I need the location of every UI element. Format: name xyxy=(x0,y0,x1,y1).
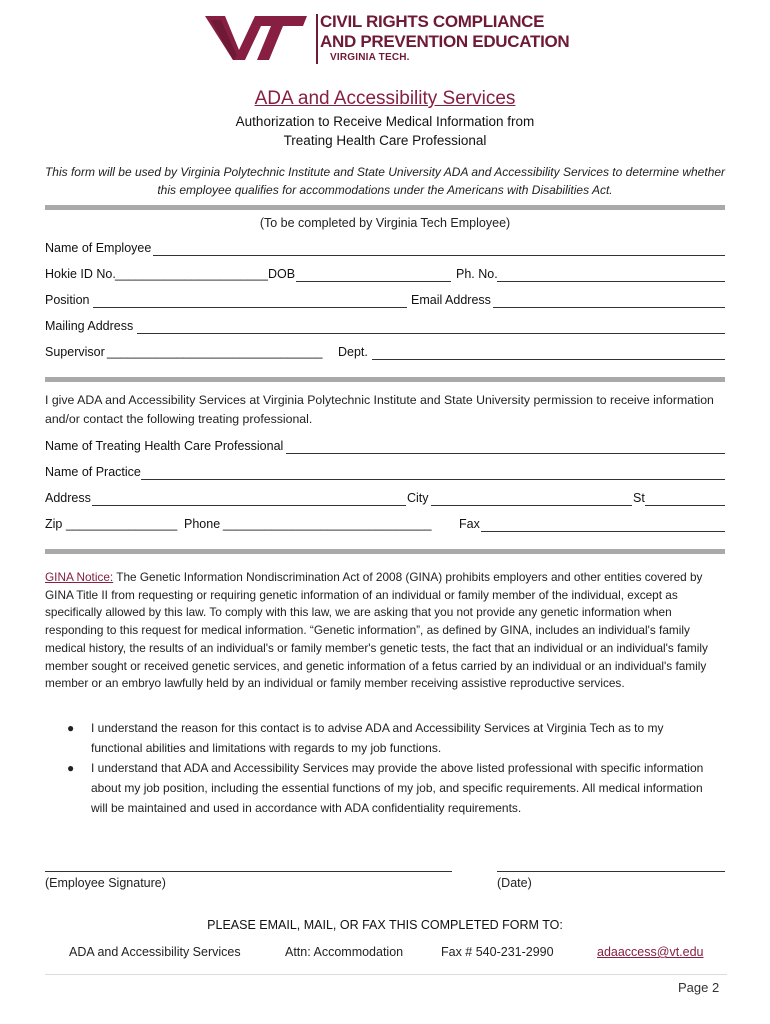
employee-name-label: Name of Employee xyxy=(45,241,152,255)
zip-label: Zip xyxy=(45,517,63,531)
practice-label: Name of Practice xyxy=(45,465,141,479)
employee-section-note: (To be completed by Virginia Tech Employee) xyxy=(259,216,511,230)
date-label: (Date) xyxy=(497,876,532,890)
page-title: ADA and Accessibility Services xyxy=(254,88,516,109)
position-label: Position xyxy=(45,293,90,307)
submit-attn: Attn: Accommodation xyxy=(285,945,404,959)
submit-heading: PLEASE EMAIL, MAIL, OR FAX THIS COMPLETED FORM TO: xyxy=(207,918,563,932)
state-label: St xyxy=(633,491,645,505)
practice-field[interactable] xyxy=(141,479,725,480)
mailing-address-field[interactable] xyxy=(137,333,725,334)
section-divider xyxy=(45,205,725,210)
hokie-id-field[interactable]: ______________________ xyxy=(115,267,268,281)
submit-email-link[interactable]: adaaccess@vt.edu xyxy=(597,945,704,959)
gina-notice xyxy=(45,569,727,693)
acknowledgement-2: I understand that ADA and Accessibility Services may provide the above listed professional with specific information about my job position, including the essential functions of my job, and specific requirements. All medical information will be maintained and used in accordance with ADA confidentiality requirements. xyxy=(91,761,704,815)
subtitle-line2: Treating Health Care Professional xyxy=(283,133,487,148)
mailing-address-label: Mailing Address xyxy=(45,319,134,333)
provider-name-field[interactable] xyxy=(286,453,725,454)
employee-name-field[interactable] xyxy=(153,255,725,256)
hokie-id-label: Hokie ID No. xyxy=(45,267,116,281)
position-field[interactable] xyxy=(93,307,407,308)
bullet-icon: ● xyxy=(67,721,75,735)
dob-field[interactable] xyxy=(296,281,451,282)
fax-field[interactable] xyxy=(481,531,725,532)
address-label: Address xyxy=(45,491,91,505)
subtitle-line1: Authorization to Receive Medical Information from xyxy=(235,114,535,129)
city-field[interactable] xyxy=(431,505,632,506)
bullet-icon: ● xyxy=(67,761,75,775)
email-field[interactable] xyxy=(493,307,725,308)
logo-text-line1: CIVIL RIGHTS COMPLIANCE xyxy=(320,12,545,31)
gina-notice-label: GINA Notice: xyxy=(45,570,114,584)
email-label: Email Address xyxy=(411,293,491,307)
employee-signature-label: (Employee Signature) xyxy=(45,876,166,890)
supervisor-field[interactable]: _______________________________ xyxy=(107,345,323,359)
section-divider xyxy=(45,377,725,382)
zip-field[interactable]: ________________ xyxy=(66,517,178,531)
provider-phone-field[interactable]: ______________________________ xyxy=(223,517,432,531)
employee-signature-field[interactable] xyxy=(45,871,452,872)
fax-label: Fax xyxy=(459,517,480,531)
provider-phone-label: Phone xyxy=(184,517,221,531)
acknowledgement-1: I understand the reason for this contact is to advise ADA and Accessibility Services at Virginia Tech as to my functional abilities and limitations with regards to my job functions. xyxy=(91,721,664,755)
provider-name-label: Name of Treating Health Care Professional xyxy=(45,439,284,453)
date-field[interactable] xyxy=(497,871,725,872)
dept-label: Dept. xyxy=(338,345,368,359)
city-label: City xyxy=(407,491,429,505)
footer-divider xyxy=(45,974,727,975)
logo-text-line3: VIRGINIA TECH. xyxy=(330,52,410,63)
section-divider xyxy=(45,549,725,554)
supervisor-label: Supervisor xyxy=(45,345,105,359)
dept-field[interactable] xyxy=(372,359,725,360)
permission-text: I give ADA and Accessibility Services at Virginia Polytechnic Institute and State University permission to receive information and/or contact the following treating professional. xyxy=(45,393,714,426)
address-field[interactable] xyxy=(92,505,406,506)
phone-label: Ph. No. xyxy=(456,267,498,281)
page-number: Page 2 xyxy=(678,980,720,995)
intro-text: This form will be used by Virginia Polytechnic Institute and State University ADA and Accessibility Services to determine whether this employee qualifies for accommodations under the Americans with Disabilities Act. xyxy=(44,165,726,197)
dob-label: DOB xyxy=(268,267,296,281)
state-field[interactable] xyxy=(645,505,725,506)
logo-text-line2: AND PREVENTION EDUCATION xyxy=(320,32,570,51)
submit-fax: Fax # 540-231-2990 xyxy=(441,945,554,959)
submit-office: ADA and Accessibility Services xyxy=(69,945,241,959)
phone-field[interactable] xyxy=(497,281,725,282)
vt-logo-icon xyxy=(203,12,309,64)
gina-notice-text: The Genetic Information Nondiscrimination Act of 2008 (GINA) prohibits employers and other entities covered by GINA Title II from requesting or requiring genetic information of an individual or family member of the individual, except as specifically allowed by this law. To comply with this law, we are asking that you not provide any genetic information when responding to this request for medical information. “Genetic information”, as defined by GINA, includes an individual's family medical history, the results of an individual's or family member's genetic tests, the fact that an individual or an individual's family member sought or received genetic services, and genetic information of a fetus carried by an individual or an individual's family member or an embryo lawfully held by an individual or family member receiving assistive reproductive services. xyxy=(45,570,708,691)
logo-divider xyxy=(316,14,318,64)
